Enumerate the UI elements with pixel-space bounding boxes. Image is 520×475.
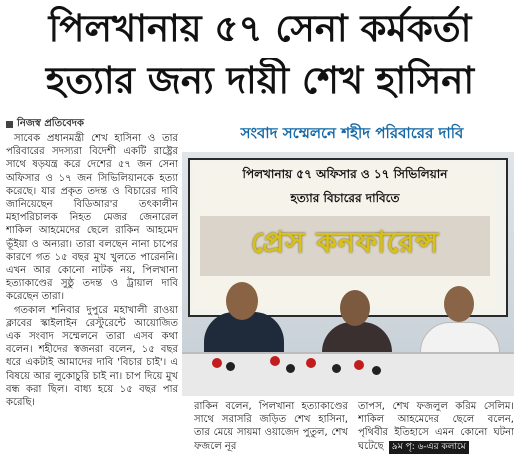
microphone-icon	[332, 364, 341, 373]
left-column	[6, 116, 178, 475]
middle-column	[194, 400, 348, 475]
right-text: তাপস, শেখ ফজলুল করিম সেলিম। শাকিল আহমেদের ছেলে বলেন, পৃথিবীর ইতিহাসে এমন কোনো ঘটনা ঘটেছে	[358, 401, 514, 452]
paragraph	[358, 400, 514, 454]
headline-line-1: পিলখানায় ৫৭ সেনা কর্মকর্তা	[48, 7, 472, 50]
press-table	[182, 352, 514, 396]
man-right-head	[444, 286, 474, 322]
microphone-icon	[226, 362, 235, 371]
press-conference-photo	[182, 152, 514, 396]
right-column	[358, 400, 514, 475]
paragraph: রাকিন বলেন, পিলখানা হত্যাকাণ্ডের সাথে সরাসরি জড়িত শেখ হাসিনা, তার মেয়ে সায়মা ওয়াজেদ পুতুল, শেখ ফজলে নূর	[194, 401, 348, 452]
jump-label: ৯ম পৃ: ৬-এর কলামে	[389, 441, 469, 454]
microphone-icon	[372, 366, 381, 375]
speaker-head	[226, 282, 258, 320]
left-body	[6, 132, 178, 409]
microphone-icon	[270, 356, 280, 366]
banner-line-2: হত্যার বিচারের দাবিতে	[290, 191, 400, 205]
byline	[6, 116, 178, 132]
square-bullet-icon	[6, 121, 13, 128]
paragraph: গতকাল শনিবার দুপুরে মহাখালী রাওয়া ক্লাবের স্কাইলাইন রেস্টুরেন্টে আয়োজিত এক সংবাদ সম্মেলনে তারা এসব কথা বলেন। শহীদের স্বজনরা বলেন, ১৫ বছর ধরে একটাই আমাদের দাবি 'বিচার চাই'। এ বিষয়ে আর লুকোচুরি চাই না। চাপ দিয়ে মুখ বন্ধ করা ছিল। বাধ্য হয়ে ১৫ বছর পার করেছি।	[6, 304, 178, 409]
woman-head	[340, 290, 370, 326]
banner-line-1: পিলখানায় ৫৭ অফিসার ও ১৭ সিভিলিয়ান	[242, 167, 448, 181]
microphone-icon	[354, 360, 364, 370]
paragraph: সাবেক প্রধানমন্ত্রী শেখ হাসিনা ও তার পরিবারের সদস্যরা বিদেশী একটি রাষ্ট্রের সাথে ষড়যন্ত্র করে দেশের ৫৭ জন সেনা অফিসার ও ১৭ জন সিভিলিয়ানকে হত্যা করেছে। যার প্রকৃত তদন্ত ও বিচারের দাবি জানিয়েছেন বিডিআর'র তৎকালীন মহাপরিচালক নিহত মেজর জেনারেল শাকিল আহমেদের ছেলে রাকিন আহমেদ ভূঁইয়া ও অন্যরা। তারা বলছেন নানা চাপের কারণে গত ১৫ বছর মুখ খুলতে পারেননি। এখন আর কোনো নাটক নয়, পিলখানা হত্যাকাণ্ডের সুষ্ঠু তদন্ত ও ট্রায়াল দাবি করেছেন তারা।	[6, 133, 178, 303]
microphone-icon	[286, 364, 295, 373]
byline-text: নিজস্ব প্রতিবেদক	[17, 117, 85, 129]
right-body	[358, 400, 514, 454]
banner-main-text: প্রেস কনফারেন্স	[250, 225, 440, 259]
microphone-icon	[212, 358, 222, 368]
headline	[0, 0, 520, 110]
headline-line-2: হত্যার জন্য দায়ী শেখ হাসিনা	[45, 59, 475, 102]
microphone-icon	[306, 358, 316, 368]
middle-body	[194, 400, 348, 453]
subhead: সংবাদ সম্মেলনে শহীদ পরিবারের দাবি	[240, 124, 464, 142]
